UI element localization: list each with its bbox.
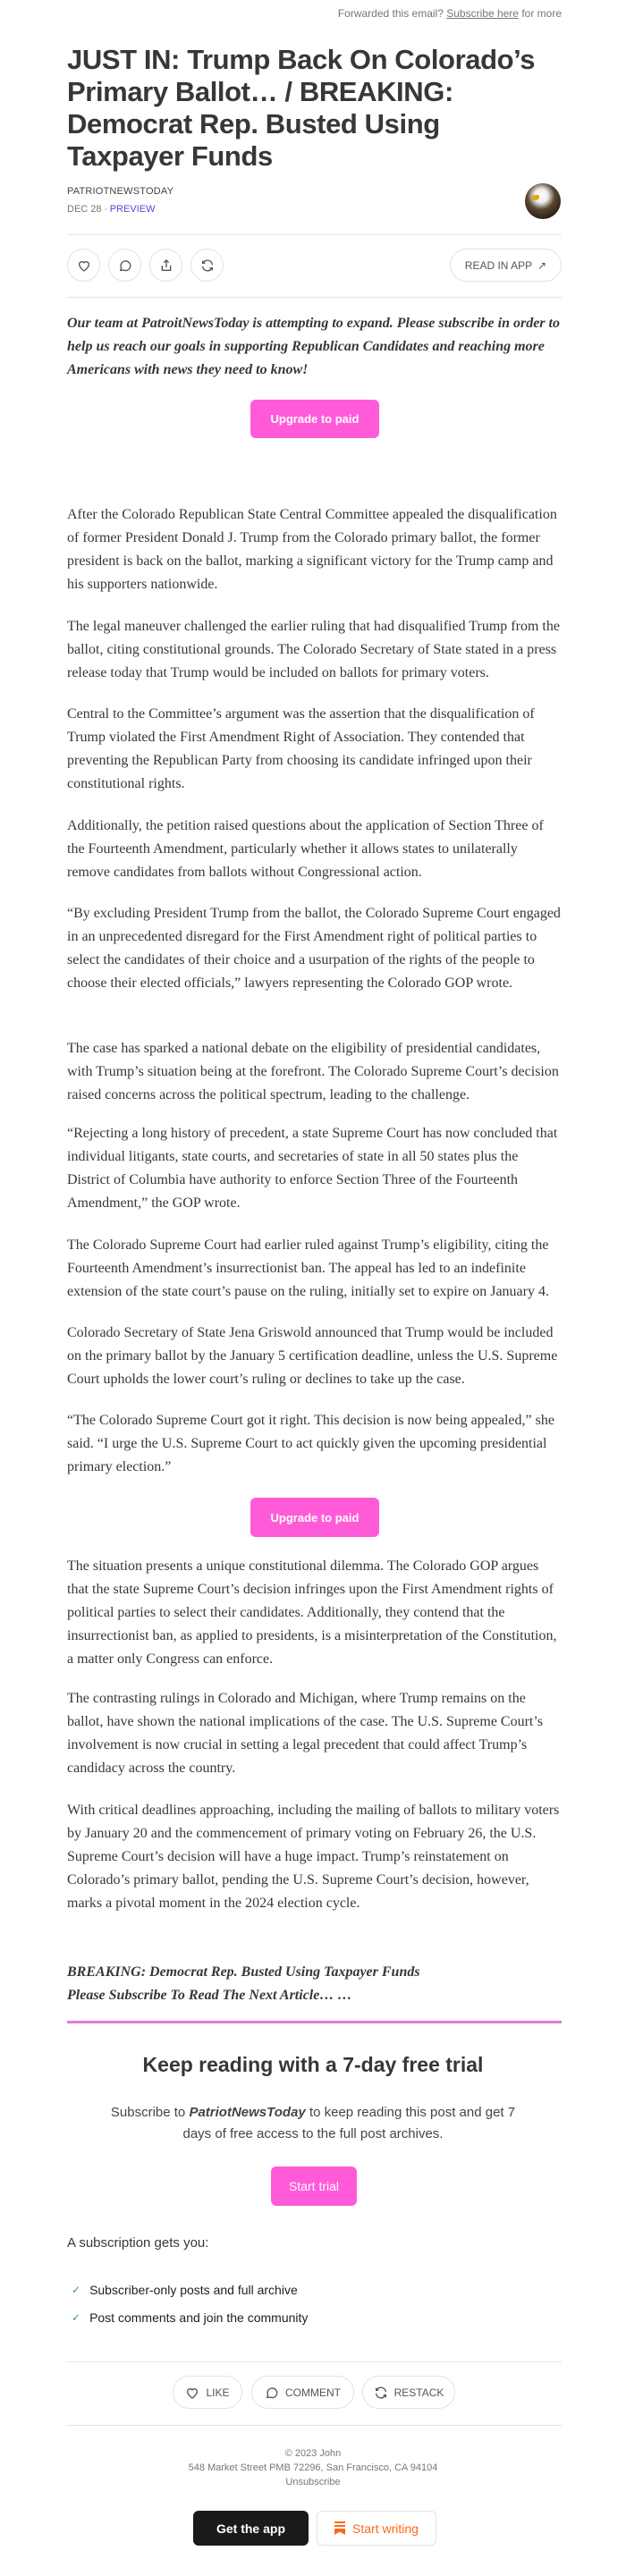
article-paragraph: Colorado Secretary of State Jena Griswold announced that Trump would be included on the primary ballot by the January 5 certification deadline, unless the U.S. Supreme Court upholds the lower court’s ruling or declines to take up the case. [67,1325,558,1387]
breaking-teaser [67,1961,562,2007]
unsubscribe-link[interactable]: Unsubscribe [285,2477,341,2487]
divider [67,2361,562,2362]
address: 548 Market Street PMB 72296, San Francisco, CA 94104 [188,2462,438,2473]
article-paragraph: The Colorado Supreme Court had earlier ruled against Trump’s eligibility, citing the Fourteenth Amendment’s insurrectionist ban. The appeal has led to an indefinite extension of the state court’s pause on the ruling, initially set to expire on January 4. [67,1237,549,1299]
comment-pill-button[interactable] [251,2376,354,2409]
paywall-sub-suffix: to keep reading this post and get 7 days of free access to the full post archives. [182,2105,516,2141]
paywall-description [98,2102,528,2145]
read-in-app-label: READ IN APP [464,258,533,272]
start-writing-label: Start writing [352,2521,419,2536]
article-paragraph: “By excluding President Trump from the ballot, the Colorado Supreme Court engaged in an unprecedented disregard for the First Amendment right of political parties to select the candidates of their choice and a usurpation of the rights of the people to choose their elected officials,” lawyers representing the Colorado GOP wrote. [67,906,561,991]
eagle-beak-icon [531,195,539,200]
article-paragraph: Central to the Committee’s argument was the assertion that the disqualification of Trump violated the First Amendment Right of Association. They contended that preventing the Republican Party from choosing its candidate infringed upon their constitutional rights. [67,706,535,791]
publication-name[interactable]: PATRIOTNEWSTODAY [67,186,174,197]
get-the-app-button[interactable]: Get the app [193,2511,309,2546]
restack-button[interactable] [190,249,224,282]
post-meta [67,204,562,215]
start-trial-button[interactable]: Start trial [271,2166,357,2206]
substack-logo-icon [334,2521,345,2535]
share-icon [159,258,173,273]
checkmark-icon: ✓ [72,2284,81,2296]
article-paragraph: The legal maneuver challenged the earlier ruling that had disqualified Trump from the ballot, citing constitutional grounds. The Colorado Secretary of State stated in a press release today that Trump would be included on ballots for primary voters. [67,619,560,680]
divider [67,2425,562,2426]
benefit-item [72,2310,308,2325]
like-label: LIKE [206,2386,230,2399]
article-paragraph: The situation presents a unique constitutional dilemma. The Colorado GOP argues that the state Supreme Court’s decision infringes upon the First Amendment rights of political parties to select their candidates. Additionally, they contend that the insurrectionist ban, as applied to presidents, is a misinterpretation of the Constitution, a matter only Congress can enforce. [67,1558,557,1667]
restack-icon [374,2386,388,2400]
preview-label: PREVIEW [109,204,156,215]
checkmark-icon: ✓ [72,2311,81,2324]
heart-icon [77,258,91,273]
restack-pill-button[interactable] [362,2376,455,2409]
copyright: © 2023 John [284,2448,342,2459]
article-paragraph: After the Colorado Republican State Central Committee appealed the disqualification of former President Donald J. Trump from the Colorado primary ballot, the former president is back on the ballot, marking a significant victory for the Trump camp and his supporters nationwide. [67,507,557,592]
article-paragraph: The contrasting rulings in Colorado and Michigan, where Trump remains on the ballot, have shown the national implications of the case. The U.S. Supreme Court’s involvement is now crucial in setting a legal precedent that could affect Trump’s candidacy across the country. [67,1691,544,1776]
forwarded-suffix: for more [521,7,562,20]
post-date: DEC 28 [67,204,102,215]
share-button[interactable] [149,249,182,282]
heart-icon [185,2386,199,2400]
upgrade-to-paid-button[interactable]: Upgrade to paid [250,400,379,438]
paywall-heading: Keep reading with a 7-day free trial [142,2053,484,2076]
intro-text: Our team at PatroitNewsToday is attempting to expand. Please subscribe in order to help us reach our goals in supporting Republican Candidates and reaching more Americans with news they need to know! [67,316,560,377]
divider [67,234,562,235]
divider [67,297,562,298]
comment-button[interactable] [108,249,141,282]
article-paragraph: With critical deadlines approaching, including the mailing of ballots to military voters by January 20 and the commencement of primary voting on February 26, the U.S. Supreme Court’s decision will have a huge impact. Trump’s reinstatement on Colorado’s primary ballot, pending the U.S. Supreme Court’s decision, however, marks a pivotal moment in the 2024 election cycle. [67,1803,560,1911]
article-paragraph: Additionally, the petition raised questions about the application of Section Three of the Fourteenth Amendment, particularly whether it allows states to unilaterally remove candidates from ballots without Congressional action. [67,818,544,880]
post-title[interactable]: JUST IN: Trump Back On Colorado’s Primary Ballot… / BREAKING: Democrat Rep. Busted Using Taxpayer Funds [67,44,536,172]
article-paragraph: “Rejecting a long history of precedent, a state Supreme Court has now concluded that individual litigants, state courts, and secretaries of state in all 50 states plus the District of Columbia have authority to enforce Section Three of the Fourteenth Amendment,” the GOP wrote. [67,1126,558,1211]
subscribe-here-link[interactable]: Subscribe here [446,7,519,20]
like-pill-button[interactable] [173,2376,242,2409]
breaking-headline: BREAKING: Democrat Rep. Busted Using Taxpayer Funds [67,1964,420,1980]
paywall-divider [67,2021,562,2023]
like-button[interactable] [67,249,100,282]
comment-icon [265,2386,279,2400]
breaking-subscribe-note: Please Subscribe To Read The Next Article… … [67,1988,352,2003]
restack-label: RESTACK [393,2386,444,2399]
comment-icon [118,258,132,273]
start-writing-button[interactable] [317,2511,436,2546]
forwarded-notice [338,7,562,20]
benefits-heading: A subscription gets you: [67,2235,209,2251]
comment-label: COMMENT [285,2386,341,2399]
benefit-item [72,2283,298,2297]
read-in-app-button[interactable] [450,249,562,282]
restack-icon [200,258,215,273]
upgrade-to-paid-button[interactable]: Upgrade to paid [250,1498,379,1537]
paywall-publication: PatriotNewsToday [189,2105,306,2120]
paywall-sub-prefix: Subscribe to [110,2105,186,2120]
benefit-label: Post comments and join the community [89,2310,309,2325]
forwarded-prefix: Forwarded this email? [337,7,444,20]
article-paragraph: The case has sparked a national debate on the eligibility of presidential candidates, with Trump’s situation being at the forefront. The Colorado Supreme Court’s decision raised concerns across the political spectrum, leading to the challenge. [67,1041,559,1102]
publication-avatar[interactable] [525,183,561,219]
benefit-label: Subscriber-only posts and full archive [89,2283,298,2297]
meta-separator: ∙ [104,204,107,215]
arrow-up-right-icon: ↗ [537,258,547,272]
article-paragraph: “The Colorado Supreme Court got it right. This decision is now being appealed,” she said. “I urge the U.S. Supreme Court to act quickly given the upcoming presidential primary election.” [67,1413,554,1474]
